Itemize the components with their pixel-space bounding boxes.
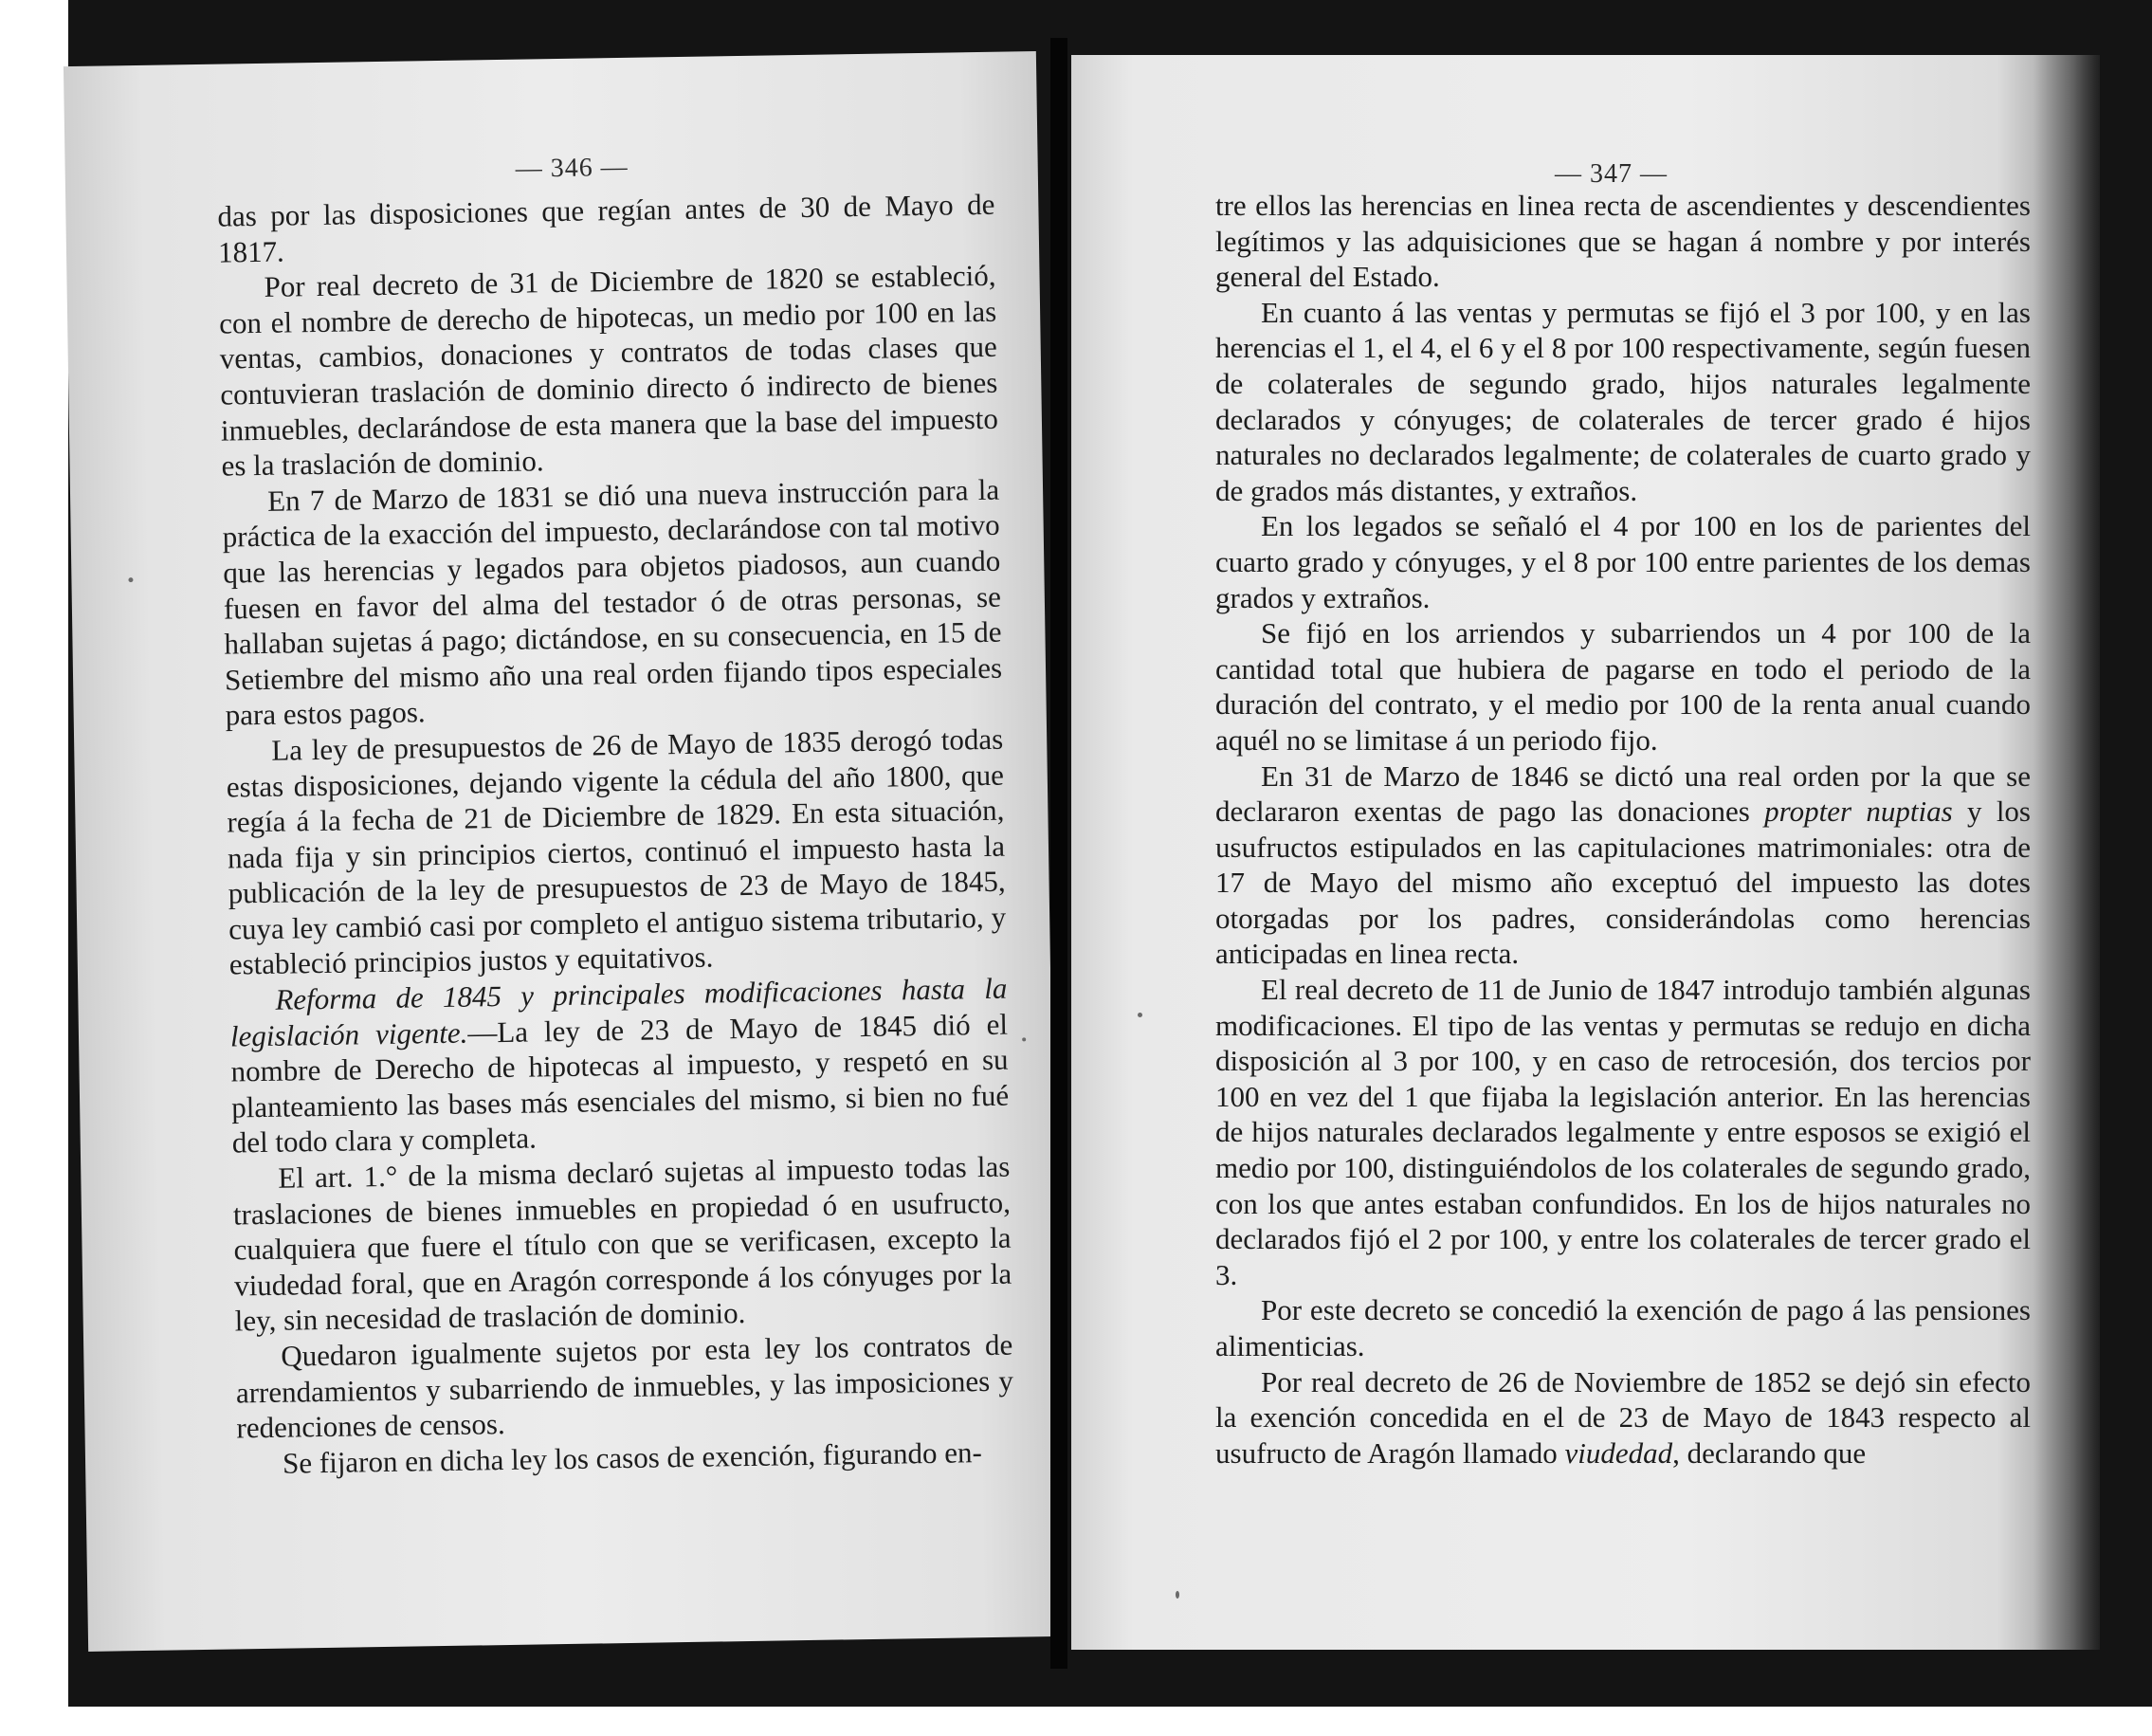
- paragraph: El art. 1.° de la misma declaró sujetas al impuesto todas las traslaciones de bienes inmuebles en propiedad ó en usufructo, cualquiera que fuere el título con que se verificasen, excepto la viudedad foral, que en Aragón corresponde á los cónyuges por la ley, sin necesidad de traslación de dominio.: [232, 1149, 1012, 1338]
- section-heading: Reforma de 1845 y principales modificaciones hasta la legislación vigente.: [229, 971, 1008, 1053]
- paragraph-with-heading: [229, 971, 1010, 1161]
- left-page: [64, 51, 1061, 1652]
- paragraph: El real decreto de 11 de Junio de 1847 introdujo también algunas modificaciones. El tipo de las ventas y permutas se redujo en dicha disposición al 3 por 100, y en caso de retrocesión, dos tercios por 100 en vez del 1 que fijaba la legislación anterior. En las herencias de hijos naturales declarados legalmente y entre esposos se exigió el medio por 100, distinguiéndolos de los colaterales de segundo grado, con los que antes estaban confundidos. En los de hijos naturales no declarados fijó el 2 por 100, y entre los colaterales de tercer grado el 3.: [1215, 973, 2031, 1291]
- paragraph: das por las disposiciones que regían antes de 30 de Mayo de 1817.: [217, 187, 995, 269]
- paragraph: Por real decreto de 31 de Diciembre de 1820 se estableció, con el nombre de derecho de hipotecas, un medio por 100 en las ventas, cambios, donaciones y contratos de todas clases que contuvieran traslación de dominio directo ó indirecto de bienes inmuebles, declarándose de esta manera que la base del impuesto es la traslación de dominio.: [218, 258, 999, 483]
- paragraph-text: y los usufructos estipulados en las capitulaciones matrimoniales: otra de 17 de Mayo del mismo año exceptuó del impuesto las dotes otorgadas por los padres, considerándolas como herencias anticipadas en linea recta.: [1215, 795, 2031, 971]
- left-page-number: — 346 —: [515, 152, 629, 184]
- right-page-body: [1215, 188, 2031, 1471]
- paragraph: Quedaron igualmente sujetos por esta ley los contratos de arrendamientos y subarriendo de inmuebles, y las imposiciones y redenciones de censos.: [235, 1327, 1014, 1445]
- paragraph: [1215, 1364, 2031, 1471]
- left-page-body: [217, 187, 1014, 1482]
- right-page-number: — 347 —: [1555, 159, 1668, 189]
- paragraph: [1215, 758, 2031, 973]
- paragraph: tre ellos las herencias en linea recta de ascendientes y descendientes legítimos y las adquisiciones que se hagan á nombre y por interés general del Estado.: [1215, 189, 2031, 294]
- paragraph: Se fijaron en dicha ley los casos de exención, figurando en-: [282, 1434, 982, 1480]
- page-edge-shadow: [2033, 55, 2100, 1650]
- scan-speck: [128, 577, 133, 582]
- paragraph: En los legados se señaló el 4 por 100 en los de parientes del cuarto grado y cónyuges, y el 8 por 100 entre parientes de los demas grados y extraños.: [1215, 509, 2031, 614]
- right-page: [1071, 55, 2100, 1650]
- paragraph: Por este decreto se concedió la exención de pago á las pensiones alimenticias.: [1215, 1293, 2031, 1362]
- paragraph: Se fijó en los arriendos y subarriendos un 4 por 100 de la cantidad total que hubiera de pagarse en todo el periodo de la duración del contrato, y el medio por 100 de la renta anual cuando aquél no se limitase á un periodo fijo.: [1215, 616, 2031, 757]
- scan-speck: [1176, 1591, 1179, 1599]
- paragraph: En 7 de Marzo de 1831 se dió una nueva instrucción para la práctica de la exacción del impuesto, declarándose con tal motivo que las herencias y legados para objetos piadosos, aun cuando fuesen en favor del alma del testador ó de otras personas, se hallaban sujetas á pago; dictándose, en su consecuencia, en 15 de Setiembre del mismo año una real orden fijando tipos especiales para estos pagos.: [222, 472, 1003, 732]
- paragraph-text: , declarando que: [1672, 1435, 1867, 1470]
- paragraph-text: —La ley de 23 de Mayo de 1845 dió el nombre de Derecho de hipotecas al impuesto, y respetó en su planteamiento las bases más esenciales del mismo, si bien no fué del todo clara y completa.: [230, 1007, 1010, 1160]
- book-gutter: [1050, 38, 1067, 1669]
- paragraph-text: En 31 de Marzo de 1846 se dictó una real orden por la que se declararon exentas de pago las donaciones: [1215, 758, 2031, 829]
- term-emphasis: viudedad: [1564, 1435, 1673, 1470]
- scan-speck: [1022, 1037, 1026, 1041]
- book-background: [68, 0, 2152, 1707]
- latin-emphasis: propter nuptias: [1764, 795, 1953, 829]
- paragraph-text: Por real decreto de 26 de Noviembre de 1852 se dejó sin efecto la exención concedida en el de 23 de Mayo de 1843 respecto al usufructo de Aragón llamado: [1215, 1364, 2031, 1470]
- paragraph: La ley de presupuestos de 26 de Mayo de 1835 derogó todas estas disposiciones, dejando vigente la cédula del año 1800, que regía á la fecha de 21 de Diciembre de 1829. En esta situación, nada fija y sin principios ciertos, continuó el impuesto hasta la publicación de la ley de presupuestos de 23 de Mayo de 1845, cuya ley cambió casi por completo el antiguo sistema tributario, y estableció principios justos y equitativos.: [226, 722, 1007, 981]
- paragraph: En cuanto á las ventas y permutas se fijó el 3 por 100, y en las herencias el 1, el 4, el 6 y el 8 por 100 respectivamente, según fuesen de colaterales de segundo grado, hijos naturales legalmente declarados y cónyuges; de colaterales de tercer grado é hijos naturales no declarados legalmente; de colaterales de cuarto grado y de grados más distantes, y extraños.: [1215, 295, 2031, 507]
- scan-speck: [1138, 1013, 1142, 1017]
